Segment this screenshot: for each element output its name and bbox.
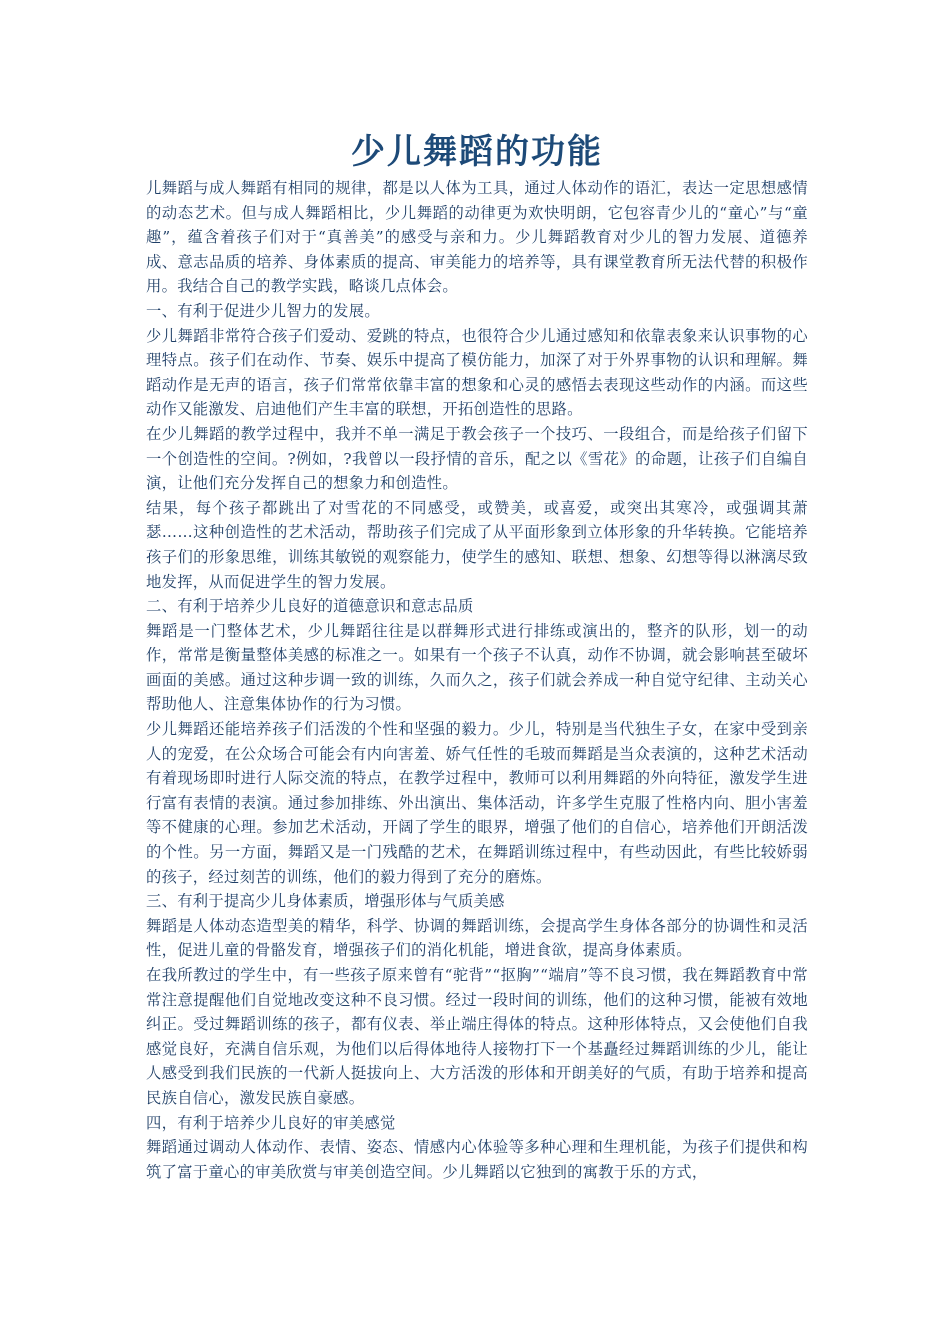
paragraph: 舞蹈是一门整体艺术，少儿舞蹈往往是以群舞形式进行排练或演出的，整齐的队形，划一的动作，常常是衡量整体美感的标准之一。如果有一个孩子不认真，动作不协调，就会影响甚至破坏画面的美感。通过这种步调一致的训练，久而久之，孩子们就会养成一种自觉守纪律、主动关心帮助他人、注意集体协作的行为习惯。 — [146, 621, 808, 714]
paragraph: 舞蹈通过调动人体动作、表情、姿态、情感内心体验等多种心理和生理机能，为孩子们提供和构筑了富于童心的审美欣赏与审美创造空间。少儿舞蹈以它独到的寓教于乐的方式， — [146, 1138, 808, 1181]
intro-paragraph: 儿舞蹈与成人舞蹈有相同的规律，都是以人体为工具，通过人体动作的语汇，表达一定思想感情的动态艺术。但与成人舞蹈相比，少儿舞蹈的动律更为欢快明朗，它包容青少儿的“童心”与“童趣”，蕴含着孩子们对于“真善美”的感受与亲和力。少儿舞蹈教育对少儿的智力发展、道德养成、意志品质的培养、身体素质的提高、审美能力的培养等，具有课堂教育所无法代替的积极作用。我结合自己的教学实践，略谈几点体会。 — [146, 179, 808, 296]
paragraph: 少儿舞蹈还能培养孩子们活泼的个性和坚强的毅力。少儿，特别是当代独生子女，在家中受到亲人的宠爱，在公众场合可能会有内向害羞、娇气任性的毛玻而舞蹈是当众表演的，这种艺术活动有着现场即时进行人际交流的特点，在教学过程中，教师可以利用舞蹈的外向特征，激发学生进行富有表情的表演。通过参加排练、外出演出、集体活动，许多学生克服了性格内向、胆小害羞等不健康的心理。参加艺术活动，开阔了学生的眼界，增强了他们的自信心，培养他们开朗活泼的个性。另一方面，舞蹈又是一门残酷的艺术，在舞蹈训练过程中，有些动因此，有些比较娇弱的孩子，经过刻苦的训练，他们的毅力得到了充分的磨炼。 — [146, 720, 808, 886]
section-heading-3: 三、有利于提高少儿身体素质，增强形体与气质美感 — [146, 892, 505, 911]
paragraph: 少儿舞蹈非常符合孩子们爱动、爱跳的特点，也很符合少儿通过感知和依靠表象来认识事物的心理特点。孩子们在动作、节奏、娱乐中提高了模仿能力，加深了对于外界事物的认识和理解。舞蹈动作是无声的语言，孩子们常常依靠丰富的想象和心灵的感悟去表现这些动作的内涵。而这些动作又能激发、启迪他们产生丰富的联想，开拓创造性的思路。 — [146, 326, 808, 419]
section-heading-1: 一、有利于促进少儿智力的发展。 — [146, 301, 380, 320]
paragraph: 舞蹈是人体动态造型美的精华，科学、协调的舞蹈训练，会提高学生身体各部分的协调性和灵活性，促进儿童的骨骼发育，增强孩子们的消化机能，增进食欲，提高身体素质。 — [146, 916, 808, 960]
document-title: 少儿舞蹈的功能 — [351, 132, 603, 172]
section-heading-2: 二、有利于培养少儿良好的道德意识和意志品质 — [146, 597, 474, 616]
document-page — [146, 130, 808, 1184]
paragraph: 在少儿舞蹈的教学过程中，我并不单一满足于教会孩子一个技巧、一段组合，而是给孩子们留下一个创造性的空间。?例如，?我曾以一段抒情的音乐，配之以《雪花》的命题，让孩子们自编自演，让他们充分发挥自己的想象力和创造性。 — [146, 424, 808, 493]
paragraph: 结果，每个孩子都跳出了对雪花的不同感受，或赞美，或喜爱，或突出其寒冷，或强调其萧瑟……这种创造性的艺术活动，帮助孩子们完成了从平面形象到立体形象的升华转换。它能培养孩子们的形象思维，训练其敏锐的观察能力，使学生的感知、联想、想象、幻想等得以淋漓尽致地发挥，从而促进学生的智力发展。 — [146, 498, 808, 591]
paragraph: 在我所教过的学生中，有一些孩子原来曾有“驼背”“抠胸”“端肩”等不良习惯，我在舞蹈教育中常常注意提醒他们自觉地改变这种不良习惯。经过一段时间的训练，他们的这种习惯，能被有效地纠正。受过舞蹈训练的孩子，都有仪表、举止端庄得体的特点。这种形体特点，又会使他们自我感觉良好，充满自信乐观，为他们以后得体地待人接物打下一个基矗经过舞蹈训练的少儿，能让人感受到我们民族的一代新人挺拔向上、大方活泼的形体和开朗美好的气质，有助于培养和提高民族自信心，激发民族自豪感。 — [146, 966, 808, 1107]
section-heading-4: 四，有利于培养少儿良好的审美感觉 — [146, 1113, 396, 1132]
